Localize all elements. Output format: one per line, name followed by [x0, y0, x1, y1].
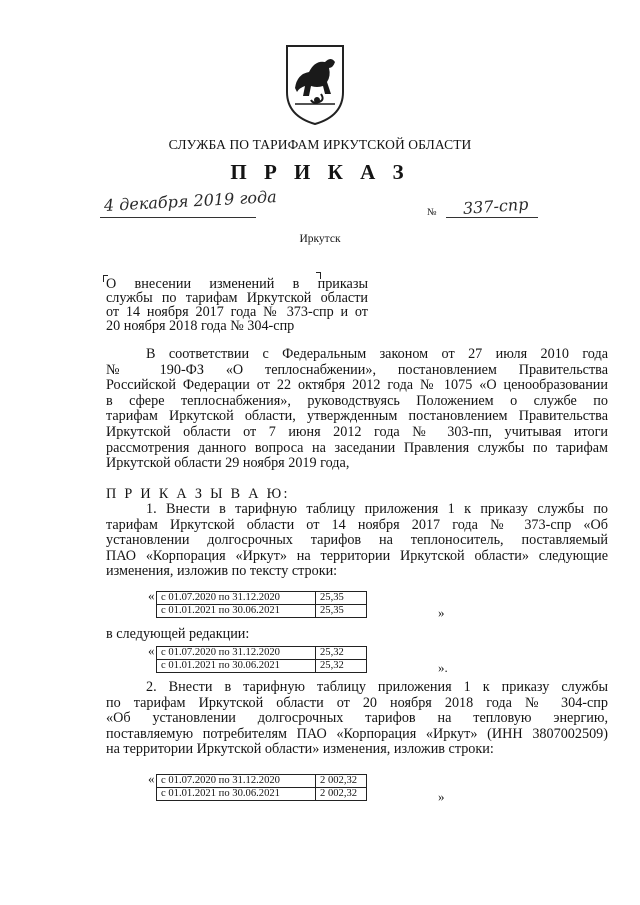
- item-1-paragraph: [106, 502, 608, 580]
- preamble-paragraph: [106, 347, 608, 472]
- open-quote: «: [148, 643, 155, 658]
- order-operative-word: П Р И К А З Ы В А Ю:: [106, 486, 290, 502]
- table-cell-period: с 01.07.2020 по 31.12.2020: [157, 775, 316, 788]
- close-quote-period: ».: [438, 660, 448, 675]
- table-cell-period: с 01.07.2020 по 31.12.2020: [157, 592, 316, 605]
- table-row: [157, 788, 367, 801]
- preamble-line: Российской Федерации от 22 октября 2012 года № 1075 «О ценообразовании: [106, 377, 608, 394]
- table-row: [157, 592, 367, 605]
- number-sign: №: [427, 207, 437, 218]
- table-cell-period: с 01.01.2021 по 30.06.2021: [157, 660, 316, 673]
- tariff-table-1-old: [156, 591, 367, 618]
- item-2-paragraph: [106, 680, 608, 758]
- date-underline: [100, 217, 256, 218]
- tariff-table-1-new: [156, 646, 367, 673]
- preamble-line: Иркутской области от 7 июня 2012 года № 303-пп, учитывая итоги: [106, 423, 608, 440]
- open-quote: «: [148, 588, 155, 603]
- item-2-line: поставляемую потребителям ПАО «Корпорация «Иркут» (ИНН 3807002509): [106, 725, 608, 742]
- item-2-line: на территории Иркутской области» изменения, изложив строки:: [106, 741, 494, 758]
- open-quote: «: [148, 771, 155, 786]
- document-type-title: П Р И К А З: [230, 160, 410, 184]
- item-1-line: установлении долгосрочных тарифов на теплоноситель, поставляемый: [106, 532, 608, 549]
- number-underline: [446, 217, 538, 218]
- agency-name: СЛУЖБА ПО ТАРИФАМ ИРКУТСКОЙ ОБЛАСТИ: [168, 137, 472, 152]
- order-subject: [106, 277, 368, 333]
- item-1-line: ПАО «Корпорация «Иркут» на территории Иркутской области» следующие: [106, 547, 608, 564]
- table-cell-period: с 01.01.2021 по 30.06.2021: [157, 605, 316, 618]
- city-name: Иркутск: [299, 233, 341, 245]
- preamble-line: В соответствии с Федеральным законом от 27 июля 2010 года: [146, 346, 608, 362]
- new-wording-label: в следующей редакции:: [106, 626, 250, 642]
- item-1-line: изменения, изложив по тексту строки:: [106, 563, 338, 580]
- close-quote: »: [438, 605, 445, 620]
- item-1-line: 1. Внести в тарифную таблицу приложения 1 к приказу службы по: [146, 501, 608, 517]
- subject-line: службы по тарифам Иркутской области: [106, 290, 368, 306]
- item-1-line: тарифам Иркутской области от 14 ноября 2017 года № 373-спр «Об: [106, 516, 608, 533]
- table-cell-period: с 01.01.2021 по 30.06.2021: [157, 788, 316, 801]
- preamble-line: рассмотрения данного вопроса на заседании Правления службы по тарифам: [106, 439, 608, 456]
- item-2-line: «Об установлении долгосрочных тарифов на тепловую энергию,: [106, 710, 608, 727]
- preamble-line: в сфере теплоснабжения», руководствуясь Положением о службе по: [106, 392, 608, 409]
- table-row: [157, 605, 367, 618]
- table-cell-value: 25,32: [316, 647, 367, 660]
- table-cell-value: 25,35: [316, 605, 367, 618]
- preamble-line: тарифам Иркутской области, утвержденным постановлением Правительства: [106, 408, 608, 425]
- handwritten-order-number: 337-спр: [462, 194, 529, 218]
- item-2-line: 2. Внести в тарифную таблицу приложения 1 к приказу службы: [146, 679, 608, 695]
- table-cell-value: 2 002,32: [316, 788, 367, 801]
- preamble-line: Иркутской области 29 ноября 2019 года,: [106, 455, 350, 472]
- coat-of-arms-emblem: [281, 42, 349, 126]
- tariff-table-2-old: [156, 774, 367, 801]
- table-row: [157, 647, 367, 660]
- preamble-line: № 190-ФЗ «О теплоснабжении», постановлением Правительства: [106, 361, 608, 378]
- close-quote: »: [438, 789, 445, 804]
- subject-line: О внесении изменений в приказы: [106, 276, 368, 292]
- table-row: [157, 775, 367, 788]
- handwritten-date: 4 декабря 2019 года: [103, 186, 278, 215]
- item-2-line: по тарифам Иркутской области от 20 ноября 2018 года № 304-спр: [106, 694, 608, 711]
- table-row: [157, 660, 367, 673]
- table-cell-value: 25,35: [316, 592, 367, 605]
- table-cell-value: 25,32: [316, 660, 367, 673]
- table-cell-period: с 01.07.2020 по 31.12.2020: [157, 647, 316, 660]
- table-cell-value: 2 002,32: [316, 775, 367, 788]
- subject-line: от 14 ноября 2017 года № 373-спр и от: [106, 304, 368, 320]
- subject-line: 20 ноября 2018 года № 304-спр: [106, 318, 295, 334]
